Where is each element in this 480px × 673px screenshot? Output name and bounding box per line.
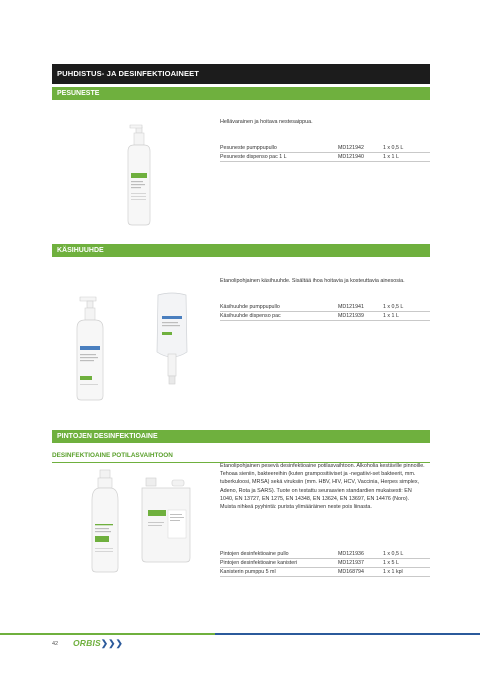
table-row [220, 153, 430, 162]
subheading-text: DESINFEKTIOAINE POTILASVAIHTOON [52, 452, 173, 459]
table-row [220, 303, 430, 312]
section-pintojen-heading [52, 430, 430, 443]
product-qty: 1 x 1 kpl [383, 569, 403, 575]
pintojen-description: Etanolipohjainen pesevä desinfektioaine potilasvaihtoon. Alkoholia kestäville pinnoille. Tehoaa sieniin, bakteereihin (kuten grampositiiviset ja -negatiivi-set bakteerit, mm. tuberkuloosi, MRSA) sekä viruksiin (mm. HBV, HIV, HCV, Vaccinia, Herpes simplex, Adeno, Rota ja SARS). Tuote on testattu seuraavien standardien mukaisesti: EN 1040, EN 13727, EN 1275, EN 14348, EN 13624, EN 13697, EN 14476 (Noro). Muista nihkeä pyyhintä: purista ylimääräinen neste pois liinasta. [220, 463, 425, 511]
pump-bottle-image [66, 294, 116, 402]
product-name: Käsihuuhde pumppupullo [220, 304, 280, 310]
product-code: MD121937 [338, 560, 364, 566]
product-name: Pintojen desinfektioaine kanisteri [220, 560, 298, 566]
product-qty: 1 x 1 L [383, 313, 399, 319]
product-name: Pintojen desinfektioaine pullo [220, 551, 289, 557]
canister-image [138, 474, 194, 564]
section-heading-text: PESUNESTE [57, 90, 100, 97]
product-qty: 1 x 0,5 L [383, 551, 404, 557]
product-code: MD121939 [338, 313, 364, 319]
table-row [220, 550, 430, 559]
product-name: Pesuneste dispenso pac 1 L [220, 154, 287, 160]
product-qty: 1 x 0,5 L [383, 304, 404, 310]
product-code: MD168794 [338, 569, 364, 575]
footer-divider-green [0, 633, 215, 635]
table-row [220, 559, 430, 568]
product-qty: 1 x 0,5 L [383, 145, 404, 151]
page-number: 42 [52, 641, 59, 647]
section-pesuneste-heading [52, 87, 430, 100]
product-code: MD121941 [338, 304, 364, 310]
table-row [220, 312, 430, 321]
product-name: Kanisterin pumppu 5 ml [220, 569, 276, 575]
dispenso-pac-image [152, 292, 192, 388]
product-qty: 1 x 1 L [383, 154, 399, 160]
catalog-header [52, 64, 430, 84]
product-code: MD121942 [338, 145, 364, 151]
section-heading-text: KÄSIHUUHDE [57, 247, 104, 254]
section-kasihuuhde-heading [52, 244, 430, 257]
catalog-title: PUHDISTUS- JA DESINFEKTIOAINEET [57, 69, 200, 78]
table-row [220, 144, 430, 153]
section-heading-text: PINTOJEN DESINFEKTIOAINE [57, 433, 158, 440]
product-qty: 1 x 5 L [383, 560, 399, 566]
pesuneste-product-table [220, 144, 430, 162]
logo-text: ORBIS [73, 638, 101, 648]
pesuneste-description: Hellävarainen ja hoitava nestesaippua. [220, 119, 313, 125]
spray-bottle-image [82, 466, 130, 574]
product-code: MD121940 [338, 154, 364, 160]
pintojen-product-table [220, 550, 430, 577]
product-name: Käsihuuhde dispenso pac [220, 313, 281, 319]
product-name: Pesuneste pumppupullo [220, 145, 277, 151]
footer-divider-blue [215, 633, 480, 635]
logo-chevrons-icon: ❯❯❯ [100, 638, 123, 648]
product-code: MD121936 [338, 551, 364, 557]
kasihuuhde-product-table [220, 303, 430, 321]
kasihuuhde-description: Etanolipohjainen käsihuuhde. Sisältää ihoa hoitavia ja kosteuttavia ainesosia. [220, 278, 405, 284]
orbis-logo [73, 638, 123, 649]
table-row [220, 568, 430, 577]
pump-bottle-image [118, 121, 162, 227]
